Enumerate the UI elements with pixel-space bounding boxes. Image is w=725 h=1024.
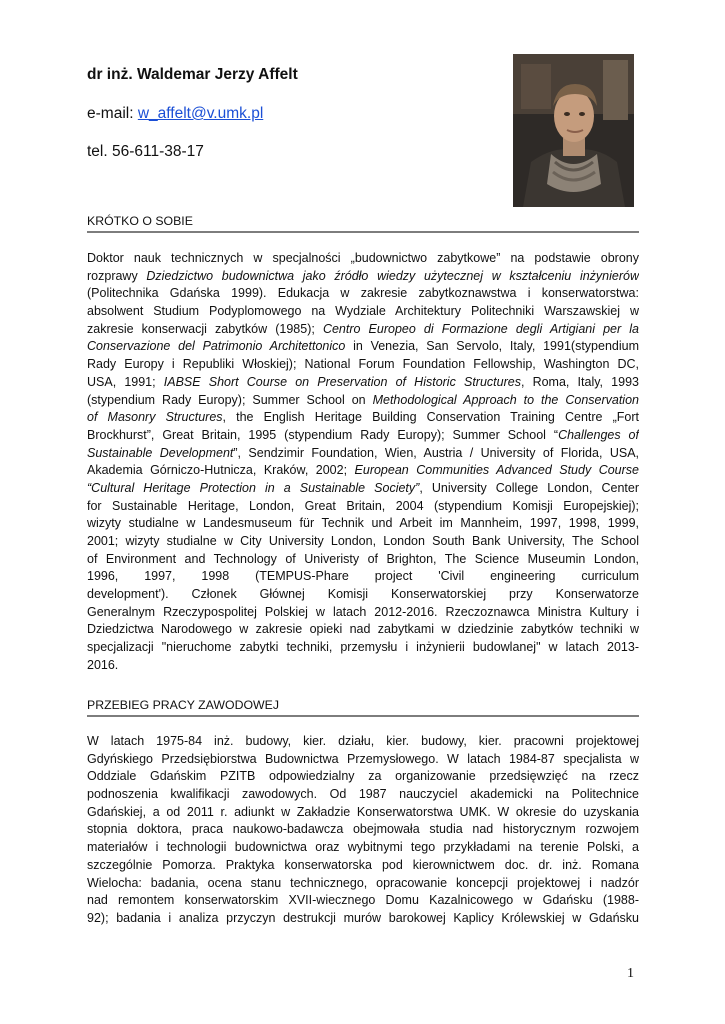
text-line: absolwent Studium Podyplomowego na Wydziale Architektury Politechniki Warszawskiej w bbox=[87, 304, 639, 319]
text-line: rozprawy Dziedzictwo budownictwa jako źródło wiedzy użytecznej w kształceniu inżynierów bbox=[87, 268, 639, 283]
text-line: 92); badania i analiza przyczyn destrukcji murów barokowej Kaplicy Królewskiej w Gdańsku bbox=[87, 910, 639, 925]
section-title-work: PRZEBIEG PRACY ZAWODOWEJ bbox=[87, 698, 639, 717]
text-line: (Politechnika Gdańska 1999). Edukacja w zakresie zabytkoznawstwa i konserwatorstwa: bbox=[87, 286, 639, 301]
text-line: (stypendium Rady Europy); Summer School on Methodological Approach to the Conservation bbox=[87, 392, 639, 407]
text-line: Sustainable Development”, Sendzimir Foundation, Wien, Austria / University of Florida, USA, bbox=[87, 445, 639, 460]
email-line bbox=[87, 105, 263, 123]
text-line: specjalizacji "nieruchome zabytki techniki, przemysłu i inżynierii budowlanej" w latach 2013- bbox=[87, 640, 639, 655]
section-title-about: KRÓTKO O SOBIE bbox=[87, 214, 639, 233]
text-line: Akademia Górniczo-Hutnicza, Kraków, 2002; European Communities Advanced Study Course bbox=[87, 463, 639, 478]
text-line: “Cultural Heritage Protection in a Sustainable Society”, University College London, Center bbox=[87, 480, 639, 495]
text-line: 1996, 1997, 1998 (TEMPUS-Phare project 'Civil engineering curriculum bbox=[87, 569, 639, 584]
text-line: podnoszenia kwalifikacji zawodowych. Od 1987 nauczyciel akademicki na Politechnice bbox=[87, 787, 639, 802]
phone-line: tel. 56-611-38-17 bbox=[87, 143, 204, 160]
text-line: of Masonry Structures, the English Heritage Building Conservation Training Centre „Fort bbox=[87, 410, 639, 425]
text-line: 2001; wizyty studialne w City University London, London South Bank University, The School bbox=[87, 534, 639, 548]
text-line: development'). Członek Głównej Komisji Konserwatorskiej przy Konserwatorze bbox=[87, 587, 639, 602]
portrait-image bbox=[513, 54, 634, 207]
text-line: wizyty studialne w Landesmuseum für Technik und Arbeit im Mannheim, 1997, 1998, 1999, bbox=[87, 516, 639, 531]
person-name: dr inż. Waldemar Jerzy Affelt bbox=[87, 66, 298, 83]
text-line: Gdyńskiego Przedsiębiorstwa Budownictwa Przemysłowego. W latach 1984-87 specjalista w bbox=[87, 751, 639, 766]
text-line: for Sustainable Heritage, London, Great Britain, 2004 (stypendium Komisji Europejskiej); bbox=[87, 498, 639, 513]
text-line: stopnia doktora, praca naukowo-badawcza obejmowała studia nad historycznym rozwojem bbox=[87, 822, 639, 837]
portrait-photo bbox=[513, 54, 634, 207]
text-line: 2016. bbox=[87, 657, 119, 672]
text-line: Oddziale Gdańskim PZITB odpowiedzialny za organizowanie przedsięwzięć na rzecz bbox=[87, 769, 639, 784]
about-paragraph bbox=[87, 250, 639, 675]
email-link[interactable]: w_affelt@v.umk.pl bbox=[137, 105, 264, 122]
text-line: USA, 1991; IABSE Short Course on Preservation of Historic Structures, Roma, Italy, 1993 bbox=[87, 374, 639, 389]
text-line: materiałów i technologii budownictwa oraz wybitnymi tego przykładami na terenie Polski, a bbox=[87, 840, 639, 855]
page-number: 1 bbox=[627, 966, 634, 981]
text-line: W latach 1975-84 inż. budowy, kier. działu, kier. budowy, kier. pracowni projektowej bbox=[87, 734, 639, 748]
text-line: szczególnie Pomorza. Praktyka konserwatorska pod kierownictwem doc. dr. inż. Romana bbox=[87, 857, 639, 872]
text-line: Doktor nauk technicznych w specjalności „budownictwo zabytkowe” na podstawie obrony bbox=[87, 251, 639, 265]
text-line: Rady Europy i Republiki Włoskiej); National Forum Foundation Fellowship, Washington DC, bbox=[87, 357, 639, 372]
work-paragraph bbox=[87, 733, 639, 928]
text-line: of Environment and Technology of Univeristy of Brighton, The Science Museumin London, bbox=[87, 551, 639, 566]
email-label: e-mail: bbox=[87, 105, 138, 122]
text-line: Generalnym Rzeczypospolitej Polskiej w latach 2012-2016. Rzeczoznawca Ministra Kultury i bbox=[87, 604, 639, 619]
text-line: Brockhurst”, Great Britain, 1995 (stypendium Rady Europy); Summer School “Challenges of bbox=[87, 427, 639, 442]
text-line: Gdańskiej, a od 2011 r. adiunkt w Zakładzie Konserwatorstwa UMK. W okresie do uzyskania bbox=[87, 804, 639, 819]
text-line: Dziedzictwa Narodowego w zakresie opieki nad zabytkami w dziedzinie zabytków techniki w bbox=[87, 622, 639, 637]
text-line: nad remontem konserwatorskim XVII-wiecznego Domu Kazalnicowego w Gdańsku (1988- bbox=[87, 893, 639, 908]
text-line: Wielocha: badania, ocena stanu technicznego, opracowanie koncepcji projektowej i nadzór bbox=[87, 875, 639, 890]
text-line: Conservazione del Patrimonio Architettonico in Venezia, San Servolo, Italy, 1991(stypendium bbox=[87, 339, 639, 354]
text-line: zakresie konserwacji zabytków (1985); Centro Europeo di Formazione degli Artigiani per la bbox=[87, 321, 639, 336]
